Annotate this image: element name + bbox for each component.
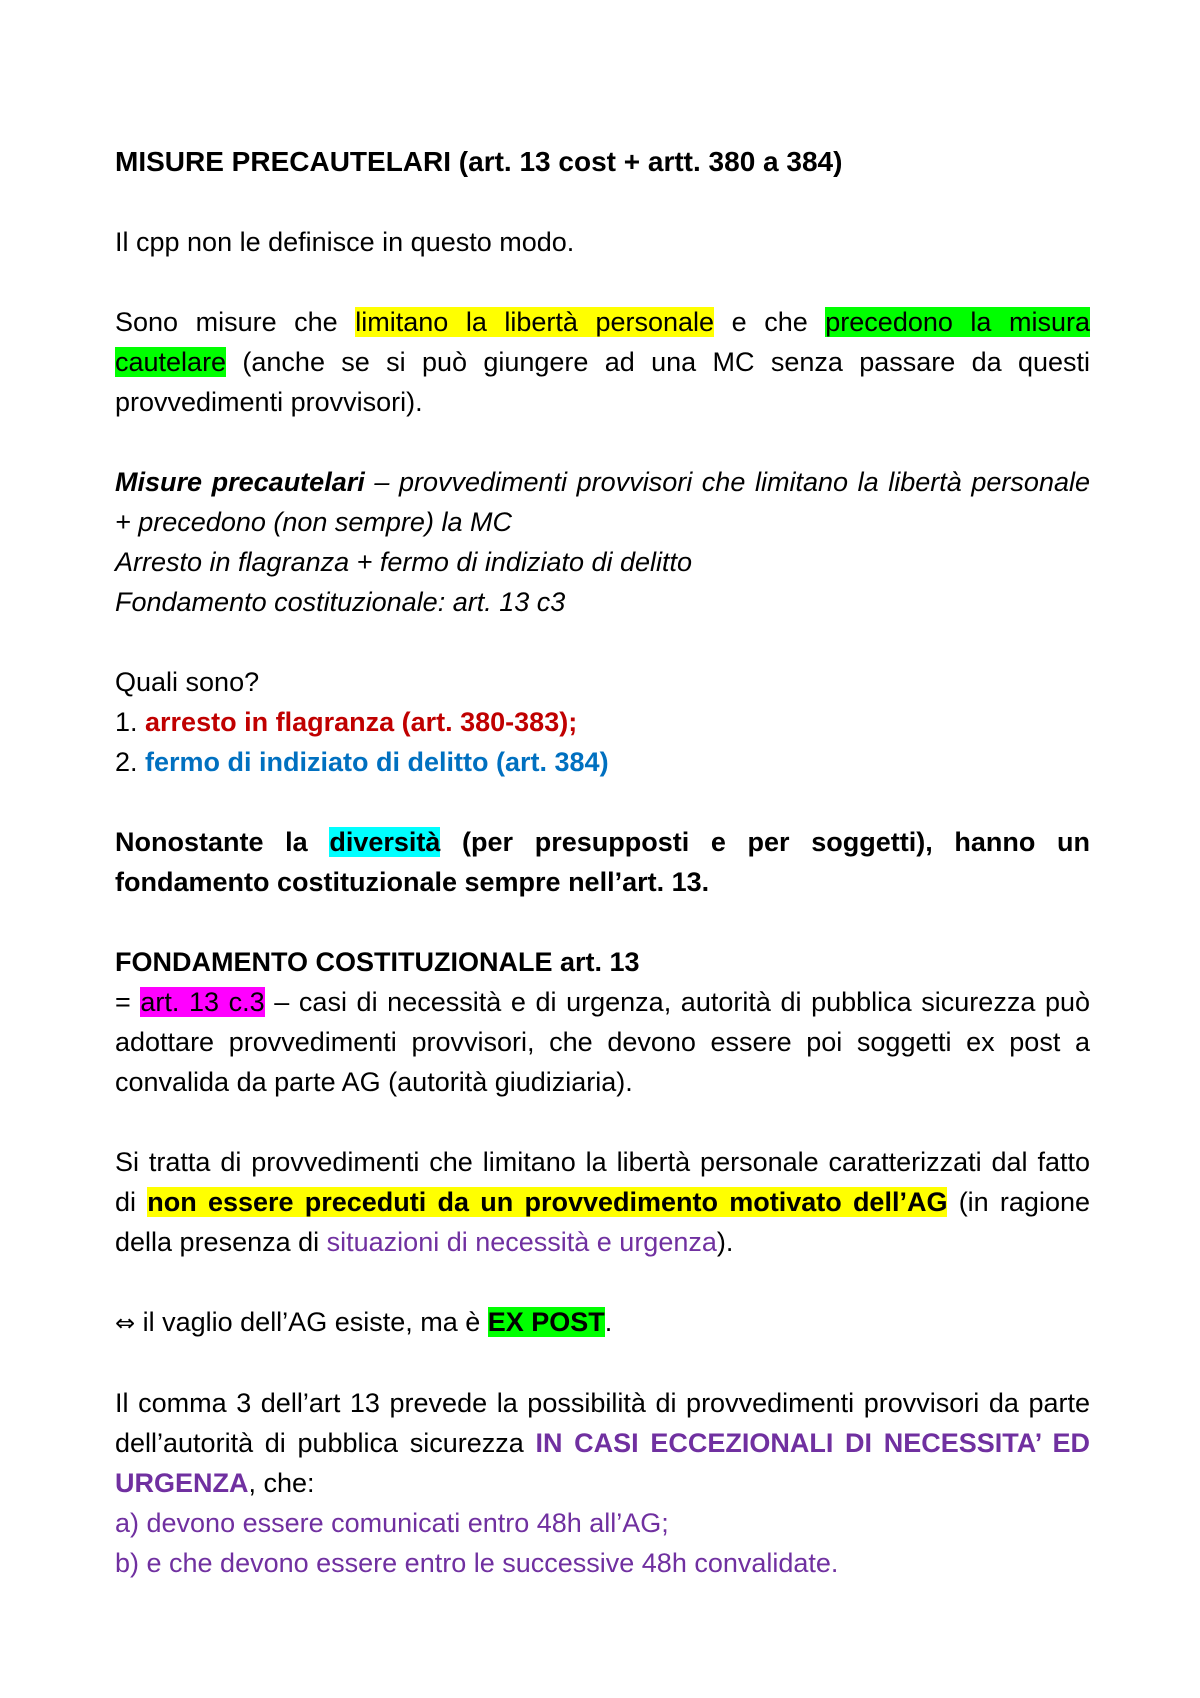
text-segment: . (604, 1307, 613, 1337)
text-segment: Sono misure che (115, 307, 356, 337)
text-segment: = (115, 987, 141, 1017)
document-title: MISURE PRECAUTELARI (art. 13 cost + artt. 380 a 384) (115, 146, 843, 177)
text-segment: , che: (248, 1468, 315, 1498)
intro-paragraph: Il cpp non le definisce in questo modo. (115, 227, 575, 257)
purple-emphasis: IN CASI ECCEZIONALI DI NECESSITA’ ED URGENZA (115, 1428, 1090, 1498)
list-item-text: fermo di indiziato di delitto (art. 384) (145, 747, 609, 777)
text-segment: Il comma 3 dell’art 13 prevede la possibilità di provvedimenti provvisori da parte dell’autorità di pubblica sicurezza (115, 1388, 1090, 1458)
text-segment: (anche se si può giungere ad una MC senza passare da questi provvedimenti provvisori). (115, 347, 1090, 417)
list-number: 1. (115, 707, 146, 737)
highlight-yellow: non essere preceduti da un provvedimento motivato dell’AG (147, 1187, 948, 1217)
highlight-magenta: art. 13 c.3 (140, 987, 265, 1017)
definition-term: Misure precautelari (115, 467, 365, 497)
fondamento-paragraph (115, 982, 1090, 1102)
comma-list-item: b) e che devono essere entro le successive 48h convalidate. (115, 1548, 839, 1578)
list-number: 2. (115, 747, 146, 777)
text-segment: (per presupposti e per soggetti), hanno un fondamento costituzionale sempre nell’art. 13. (115, 827, 1090, 897)
highlight-cyan: diversità (329, 827, 441, 857)
text-segment: e che (714, 307, 826, 337)
definition-line: Fondamento costituzionale: art. 13 c3 (115, 587, 566, 617)
measures-list (115, 662, 1090, 782)
comma-section (115, 1383, 1090, 1583)
text-segment: (in ragione della presenza di (115, 1187, 1090, 1257)
text-segment: Si tratta di provvedimenti che limitano la libertà personale caratterizzati dal fatto di (115, 1147, 1090, 1217)
double-arrow-icon: ⇔ (115, 1309, 136, 1337)
si-tratta-paragraph (115, 1142, 1090, 1262)
section-heading: FONDAMENTO COSTITUZIONALE art. 13 (115, 947, 640, 977)
definition-block (115, 462, 1090, 622)
highlight-yellow: limitano la libertà personale (355, 307, 715, 337)
document-page (115, 142, 1090, 1583)
list-item-text: arresto in flagranza (art. 380-383); (145, 707, 578, 737)
highlight-green: EX POST (487, 1307, 605, 1337)
vaglio-paragraph (115, 1302, 1090, 1343)
definition-text: – provvedimenti provvisori che limitano la libertà personale + precedono (non sempre) la MC (115, 467, 1090, 537)
list-question: Quali sono? (115, 667, 260, 697)
fondamento-section (115, 942, 1090, 1102)
list-item (115, 702, 1090, 742)
list-item (115, 742, 1090, 782)
text-segment: Nonostante la (115, 827, 330, 857)
purple-text: situazioni di necessità e urgenza (326, 1227, 717, 1257)
definition-paragraph (115, 302, 1090, 422)
text-segment: – casi di necessità e di urgenza, autorità di pubblica sicurezza può adottare provvedimenti provvisori, che devono essere poi soggetti ex post a convalida da parte AG (autorità giudiziaria). (115, 987, 1090, 1097)
comma-list-item: a) devono essere comunicati entro 48h all’AG; (115, 1508, 669, 1538)
comma-paragraph (115, 1383, 1090, 1503)
highlight-green: precedono la misura cautelare (115, 307, 1091, 377)
definition-line: Arresto in flagranza + fermo di indiziato di delitto (115, 547, 693, 577)
text-segment: il vaglio dell’AG esiste, ma è (135, 1307, 488, 1337)
text-segment: ). (716, 1227, 734, 1257)
definition-line (115, 462, 1090, 542)
nonostante-paragraph (115, 822, 1090, 902)
